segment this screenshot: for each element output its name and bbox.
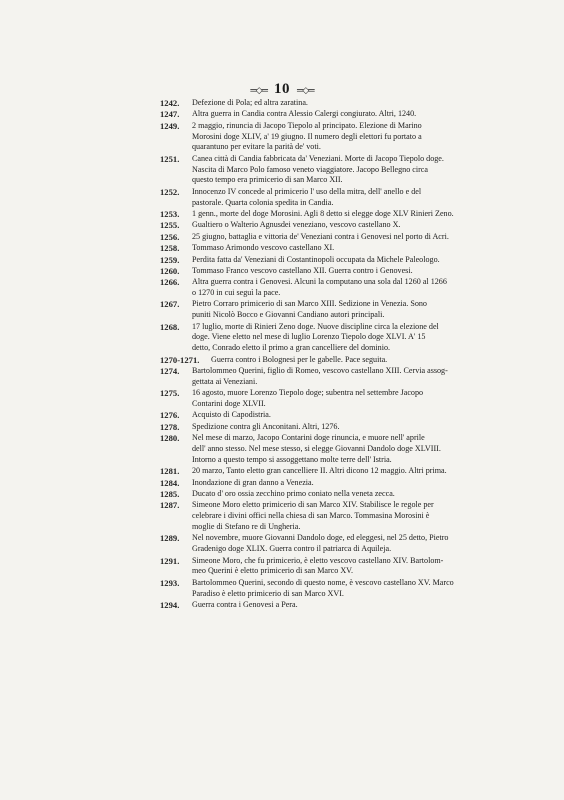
ornament-right: ═◇═ [297, 84, 314, 95]
entry-text: 25 giugno, battaglia e vittoria de' Veneziani contra i Genovesi nel porto di Acri. [192, 231, 449, 241]
entry-text: Gualtiero o Walterio Agnusdei veneziano, vescovo castellano X. [192, 220, 401, 230]
entry-year: 1255. [160, 220, 180, 231]
chronology-entry [160, 277, 490, 299]
entry-text: Bartolommeo Querini, figlio di Romeo, vescovo castellano XIII. Cervia assog- gettata ai Veneziani. [192, 366, 448, 386]
chronology-entry [160, 422, 490, 433]
entry-year: 1291. [160, 555, 180, 566]
entry-text: 17 luglio, morte di Rinieri Zeno doge. Nuove discipline circa la elezione del doge. Viene eletto nel mese di luglio Lorenzo Tiepolo doge XLVI. A' 15 detto, Conrado eletto il primo a gran cancelliere del dominio. [192, 321, 439, 353]
entry-text: 16 agosto, muore Lorenzo Tiepolo doge; subentra nel settembre Jacopo Contarini doge XLVII. [192, 388, 424, 409]
chronology-entry [160, 220, 490, 231]
entry-year: 1275. [160, 388, 180, 399]
chronology-entry [160, 500, 490, 532]
entry-text: Altra guerra contra i Genovesi. Alcuni la computano una sola dal 1260 al 1266 o 1270 in cui seguì la pace. [192, 277, 447, 298]
entry-text: Spedizione contra gli Anconitani. Altri, 1276. [192, 421, 340, 431]
entry-year: 1276. [160, 410, 180, 421]
entry-text: Guerra contra i Genovesi a Pera. [192, 599, 298, 609]
entry-year: 1278. [160, 421, 180, 432]
chronology-entry [160, 98, 490, 109]
chronology-entry [160, 266, 490, 277]
entry-year: 1251. [160, 153, 180, 164]
entry-year: 1294. [160, 599, 180, 610]
chronology-entry [160, 187, 490, 209]
entry-text: Pietro Corraro primicerio di san Marco XIII. Sedizione in Venezia. Sono puniti Nicolò Bocco e Giovanni Candiano autori principali. [192, 299, 427, 320]
chronology-entry [160, 209, 490, 220]
entry-text: Tommaso Arimondo vescovo castellano XI. [192, 243, 335, 253]
entry-year: 1287. [160, 500, 180, 511]
chronology-entry [160, 154, 490, 186]
page-number-header [0, 81, 564, 98]
entry-year: 1293. [160, 577, 180, 588]
entry-text: Perdita fatta da' Veneziani di Costantinopoli occupata da Michele Paleologo. [192, 254, 440, 264]
entry-year: 1267. [160, 299, 180, 310]
entry-text: Guerra contro i Bolognesi per le gabelle. Pace seguita. [211, 354, 388, 364]
chronology-entry [160, 322, 490, 354]
chronology-entry [160, 578, 490, 600]
chronology-entry [160, 466, 490, 477]
chronology-entry [160, 533, 490, 555]
chronology-entry [160, 556, 490, 578]
entry-year: 1259. [160, 254, 180, 265]
entry-year: 1249. [160, 120, 180, 131]
entry-year: 1256. [160, 231, 180, 242]
entry-text: Simeone Moro, che fu primicerio, è eletto vescovo castellano XIV. Bartolom- meo Querini è eletto primicerio di san Marco XV. [192, 555, 444, 576]
entry-year: 1280. [160, 433, 180, 444]
entry-year: 1281. [160, 466, 180, 477]
entry-text: Simeone Moro eletto primicerio di san Marco XIV. Stabilisce le regole per celebrare i divini offici nella chiesa di san Marco. Tommasina Morosini è moglie di Stefano re di Ungheria. [192, 500, 434, 531]
entry-year: 1247. [160, 109, 180, 120]
entry-text: Nel mese di marzo, Jacopo Contarini doge rinuncia, e muore nell' aprile dell' anno stesso. Nel mese stesso, si elegge Giovanni Dandolo doge XLVIII. Intorno a questo tempo si assoggettano molte terre dell' Istria. [192, 433, 441, 464]
chronology-entry [160, 121, 490, 153]
chronology-entry [160, 366, 490, 388]
chronology-entry [160, 109, 490, 120]
entry-text: 2 maggio, rinuncia di Jacopo Tiepolo al principato. Elezione di Marino Morosini doge XLIV, a' 19 giugno. Il numero degli elettori fu portato a quarantuno per evitare la parità de' voti. [192, 120, 422, 152]
chronology-entry [160, 489, 490, 500]
entry-text: Tommaso Franco vescovo castellano XII. Guerra contro i Genovesi. [192, 265, 413, 275]
entry-text: Nel novembre, muore Giovanni Dandolo doge, ed eleggesi, nel 25 detto, Pietro Gradenigo doge XLIX. Guerra contro il patriarca di Aquileja. [192, 533, 449, 554]
entry-text: Canea città di Candia fabbricata da' Veneziani. Morte di Jacopo Tiepolo doge. Nascita di Marco Polo famoso veneto viaggiatore. Jacopo Bellegno circa questo tempo era primicerio di san Marco XII. [192, 153, 444, 185]
entry-text: Altra guerra in Candia contra Alessio Calergi congiurato. Altri, 1240. [192, 109, 417, 119]
entry-text: Innocenzo IV concede al primicerio l' uso della mitra, dell' anello e del pastorale. Quarta colonia spedita in Candia. [192, 186, 422, 207]
entry-text: 20 marzo, Tanto eletto gran cancelliere II. Altri dicono 12 maggio. Altri prima. [192, 466, 447, 476]
entry-year: 1258. [160, 243, 180, 254]
entry-year: 1260. [160, 265, 180, 276]
chronology-entry [160, 355, 490, 366]
entry-text: Inondazione di gran danno a Venezia. [192, 477, 314, 487]
entry-year: 1270-1271. [160, 354, 200, 365]
chronology-entry [160, 243, 490, 254]
chronology-entry [160, 255, 490, 266]
entry-year: 1242. [160, 98, 180, 108]
entry-year: 1274. [160, 366, 180, 377]
chronology-entry [160, 600, 490, 611]
entry-text: Defezione di Pola; ed altra zaratina. [192, 98, 308, 107]
chronology-entry [160, 478, 490, 489]
entry-text: Bartolommeo Querini, secondo di questo nome, è vescovo castellano XV. Marco Paradiso è eletto primicerio di san Marco XVI. [192, 577, 454, 598]
entry-text: 1 genn., morte del doge Morosini. Agli 8 detto si elegge doge XLV Rinieri Zeno. [192, 208, 454, 218]
entry-year: 1252. [160, 186, 180, 197]
page-number: 10 [274, 81, 290, 97]
chronology-entry [160, 433, 490, 465]
entry-year: 1253. [160, 208, 180, 219]
chronology-entry [160, 410, 490, 421]
entry-text: Acquisto di Capodistria. [192, 410, 271, 420]
entry-year: 1268. [160, 321, 180, 332]
entry-year: 1266. [160, 277, 180, 288]
chronology-entry [160, 232, 490, 243]
chronology-entry [160, 299, 490, 321]
entry-text: Ducato d' oro ossia zecchino primo coniato nella veneta zecca. [192, 488, 395, 498]
entry-year: 1285. [160, 488, 180, 499]
chronology-list [160, 98, 490, 611]
ornament-left: ═◇═ [250, 84, 267, 95]
entry-year: 1289. [160, 533, 180, 544]
entry-year: 1284. [160, 477, 180, 488]
chronology-entry [160, 388, 490, 410]
